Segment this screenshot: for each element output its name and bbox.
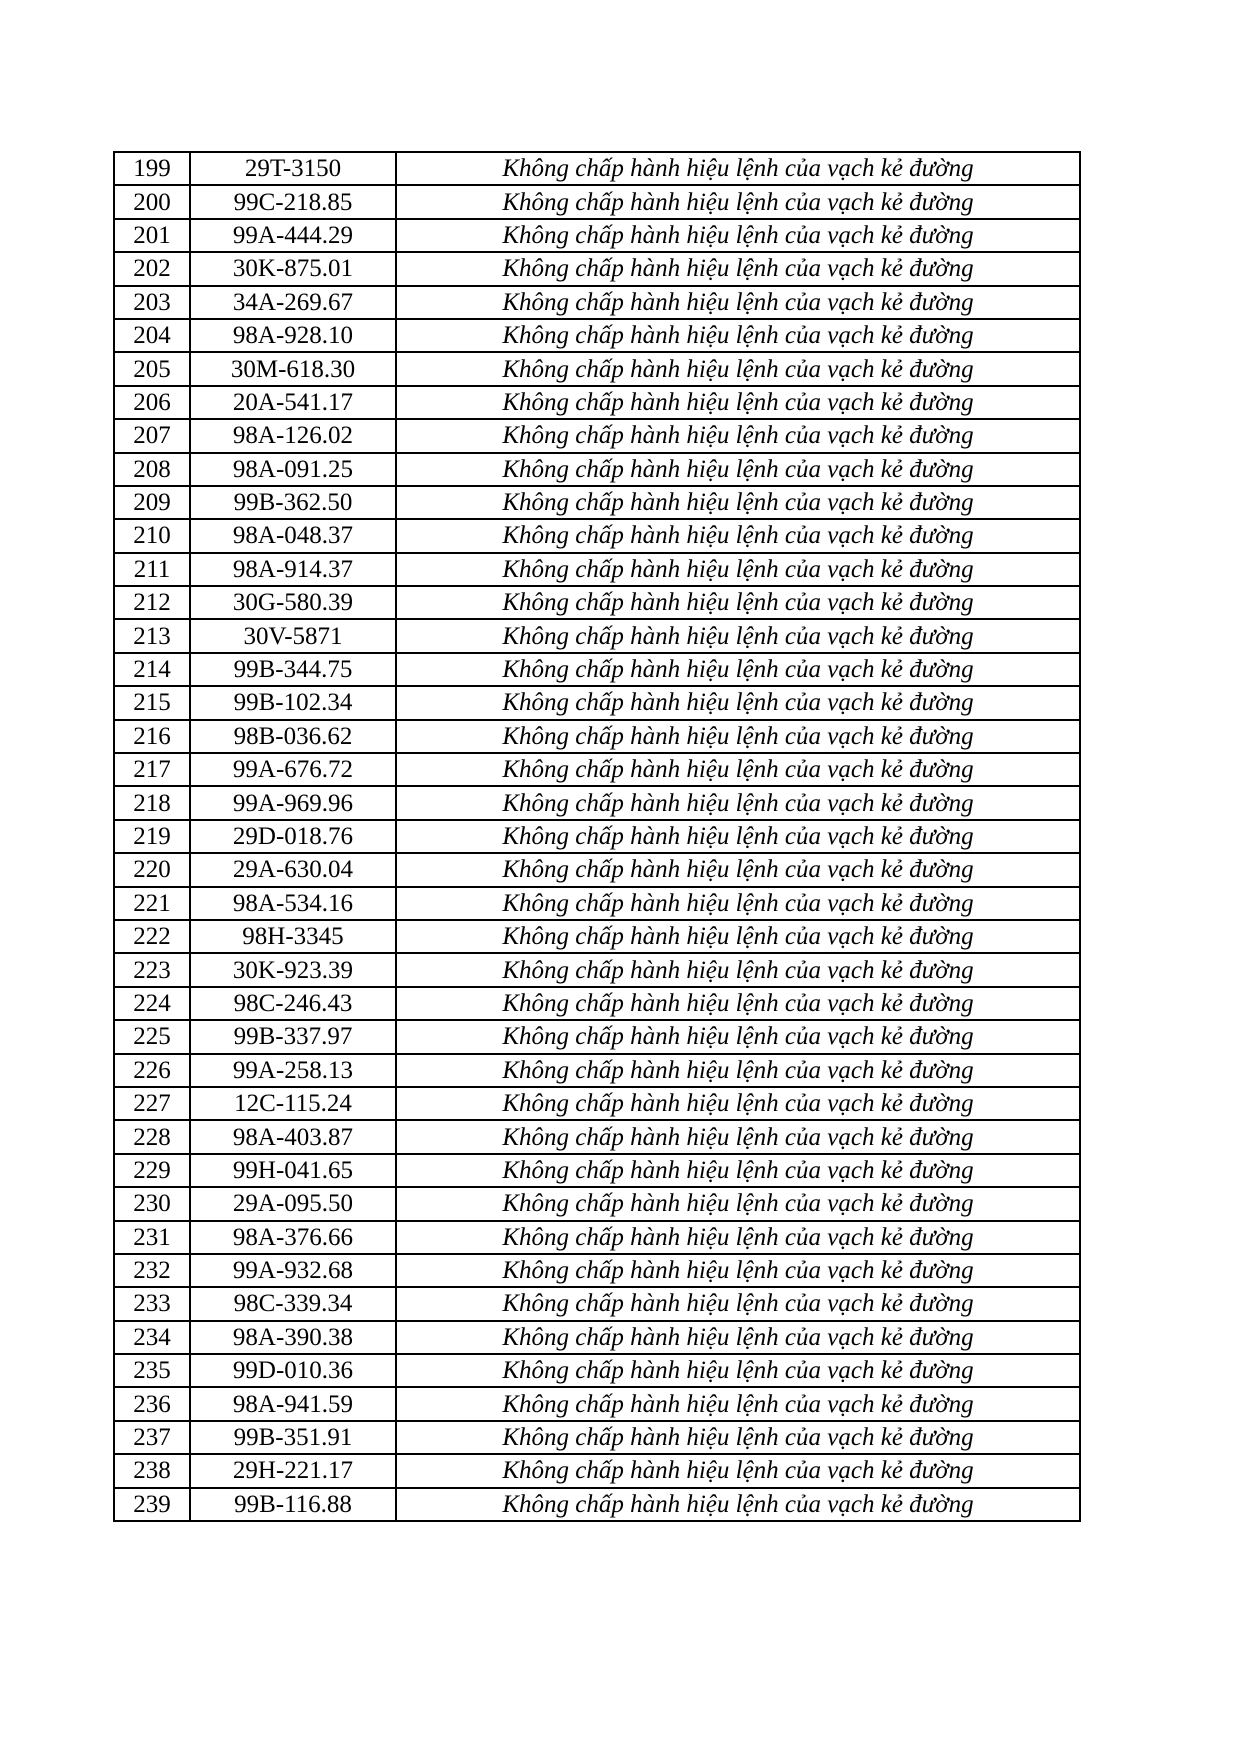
row-number-cell: 223 — [114, 953, 190, 986]
table-row — [114, 1287, 1080, 1320]
violation-cell: Không chấp hành hiệu lệnh của vạch kẻ đường — [396, 553, 1080, 586]
row-number-cell: 214 — [114, 653, 190, 686]
row-number-cell: 233 — [114, 1287, 190, 1320]
violation-cell: Không chấp hành hiệu lệnh của vạch kẻ đường — [396, 185, 1080, 218]
row-number-cell: 199 — [114, 152, 190, 185]
row-number-cell: 228 — [114, 1120, 190, 1153]
violation-cell: Không chấp hành hiệu lệnh của vạch kẻ đường — [396, 586, 1080, 619]
violation-cell: Không chấp hành hiệu lệnh của vạch kẻ đường — [396, 1120, 1080, 1153]
row-number-cell: 239 — [114, 1488, 190, 1521]
violation-cell: Không chấp hành hiệu lệnh của vạch kẻ đường — [396, 352, 1080, 385]
license-plate-cell: 98A-928.10 — [190, 319, 396, 352]
table-row — [114, 1488, 1080, 1521]
license-plate-cell: 98A-403.87 — [190, 1120, 396, 1153]
row-number-cell: 224 — [114, 987, 190, 1020]
row-number-cell: 218 — [114, 786, 190, 819]
row-number-cell: 238 — [114, 1454, 190, 1487]
violation-cell: Không chấp hành hiệu lệnh của vạch kẻ đường — [396, 519, 1080, 552]
license-plate-cell: 98A-914.37 — [190, 553, 396, 586]
violation-cell: Không chấp hành hiệu lệnh của vạch kẻ đường — [396, 920, 1080, 953]
table-row — [114, 920, 1080, 953]
row-number-cell: 237 — [114, 1421, 190, 1454]
violation-cell: Không chấp hành hiệu lệnh của vạch kẻ đường — [396, 1254, 1080, 1287]
license-plate-cell: 99A-969.96 — [190, 786, 396, 819]
table-row — [114, 1221, 1080, 1254]
violation-cell: Không chấp hành hiệu lệnh của vạch kẻ đường — [396, 1387, 1080, 1420]
violation-cell: Không chấp hành hiệu lệnh của vạch kẻ đường — [396, 887, 1080, 920]
violation-cell: Không chấp hành hiệu lệnh của vạch kẻ đường — [396, 1287, 1080, 1320]
row-number-cell: 227 — [114, 1087, 190, 1120]
table-row — [114, 1054, 1080, 1087]
license-plate-cell: 98A-534.16 — [190, 887, 396, 920]
violation-cell: Không chấp hành hiệu lệnh của vạch kẻ đường — [396, 1054, 1080, 1087]
row-number-cell: 200 — [114, 185, 190, 218]
table-row — [114, 753, 1080, 786]
row-number-cell: 205 — [114, 352, 190, 385]
row-number-cell: 202 — [114, 252, 190, 285]
license-plate-cell: 99A-258.13 — [190, 1054, 396, 1087]
violation-cell: Không chấp hành hiệu lệnh của vạch kẻ đường — [396, 820, 1080, 853]
row-number-cell: 210 — [114, 519, 190, 552]
violation-cell: Không chấp hành hiệu lệnh của vạch kẻ đường — [396, 1087, 1080, 1120]
violation-cell: Không chấp hành hiệu lệnh của vạch kẻ đường — [396, 453, 1080, 486]
license-plate-cell: 98A-376.66 — [190, 1221, 396, 1254]
row-number-cell: 201 — [114, 219, 190, 252]
license-plate-cell: 29H-221.17 — [190, 1454, 396, 1487]
table-row — [114, 152, 1080, 185]
row-number-cell: 209 — [114, 486, 190, 519]
license-plate-cell: 99B-351.91 — [190, 1421, 396, 1454]
violations-table-body — [114, 152, 1080, 1521]
violation-cell: Không chấp hành hiệu lệnh của vạch kẻ đường — [396, 1221, 1080, 1254]
license-plate-cell: 99D-010.36 — [190, 1354, 396, 1387]
row-number-cell: 221 — [114, 887, 190, 920]
violation-cell: Không chấp hành hiệu lệnh của vạch kẻ đường — [396, 1020, 1080, 1053]
row-number-cell: 229 — [114, 1154, 190, 1187]
table-row — [114, 185, 1080, 218]
row-number-cell: 231 — [114, 1221, 190, 1254]
row-number-cell: 208 — [114, 453, 190, 486]
table-row — [114, 586, 1080, 619]
table-row — [114, 286, 1080, 319]
table-row — [114, 1187, 1080, 1220]
license-plate-cell: 12C-115.24 — [190, 1087, 396, 1120]
violation-cell: Không chấp hành hiệu lệnh của vạch kẻ đường — [396, 987, 1080, 1020]
license-plate-cell: 99B-102.34 — [190, 686, 396, 719]
table-row — [114, 720, 1080, 753]
row-number-cell: 220 — [114, 853, 190, 886]
table-row — [114, 319, 1080, 352]
violation-cell: Không chấp hành hiệu lệnh của vạch kẻ đường — [396, 1421, 1080, 1454]
table-row — [114, 453, 1080, 486]
table-row — [114, 953, 1080, 986]
license-plate-cell: 98A-126.02 — [190, 419, 396, 452]
license-plate-cell: 98A-048.37 — [190, 519, 396, 552]
table-row — [114, 619, 1080, 652]
table-row — [114, 219, 1080, 252]
license-plate-cell: 98A-390.38 — [190, 1321, 396, 1354]
table-row — [114, 352, 1080, 385]
license-plate-cell: 29A-630.04 — [190, 853, 396, 886]
table-row — [114, 419, 1080, 452]
license-plate-cell: 98B-036.62 — [190, 720, 396, 753]
license-plate-cell: 99C-218.85 — [190, 185, 396, 218]
violation-cell: Không chấp hành hiệu lệnh của vạch kẻ đường — [396, 486, 1080, 519]
license-plate-cell: 30V-5871 — [190, 619, 396, 652]
table-row — [114, 486, 1080, 519]
violation-cell: Không chấp hành hiệu lệnh của vạch kẻ đường — [396, 1321, 1080, 1354]
license-plate-cell: 29T-3150 — [190, 152, 396, 185]
license-plate-cell: 99B-362.50 — [190, 486, 396, 519]
license-plate-cell: 99A-932.68 — [190, 1254, 396, 1287]
violation-cell: Không chấp hành hiệu lệnh của vạch kẻ đường — [396, 786, 1080, 819]
table-row — [114, 786, 1080, 819]
table-row — [114, 553, 1080, 586]
table-row — [114, 1120, 1080, 1153]
license-plate-cell: 30G-580.39 — [190, 586, 396, 619]
table-row — [114, 987, 1080, 1020]
row-number-cell: 235 — [114, 1354, 190, 1387]
row-number-cell: 203 — [114, 286, 190, 319]
table-row — [114, 820, 1080, 853]
violation-cell: Không chấp hành hiệu lệnh của vạch kẻ đường — [396, 252, 1080, 285]
table-row — [114, 1354, 1080, 1387]
violation-cell: Không chấp hành hiệu lệnh của vạch kẻ đường — [396, 1154, 1080, 1187]
violation-cell: Không chấp hành hiệu lệnh của vạch kẻ đường — [396, 619, 1080, 652]
violation-cell: Không chấp hành hiệu lệnh của vạch kẻ đường — [396, 219, 1080, 252]
violation-cell: Không chấp hành hiệu lệnh của vạch kẻ đường — [396, 1454, 1080, 1487]
violation-cell: Không chấp hành hiệu lệnh của vạch kẻ đường — [396, 686, 1080, 719]
row-number-cell: 219 — [114, 820, 190, 853]
license-plate-cell: 29D-018.76 — [190, 820, 396, 853]
violation-cell: Không chấp hành hiệu lệnh của vạch kẻ đường — [396, 753, 1080, 786]
violation-cell: Không chấp hành hiệu lệnh của vạch kẻ đường — [396, 286, 1080, 319]
violation-cell: Không chấp hành hiệu lệnh của vạch kẻ đường — [396, 1187, 1080, 1220]
table-row — [114, 1154, 1080, 1187]
license-plate-cell: 30M-618.30 — [190, 352, 396, 385]
license-plate-cell: 98H-3345 — [190, 920, 396, 953]
table-row — [114, 386, 1080, 419]
violation-cell: Không chấp hành hiệu lệnh của vạch kẻ đường — [396, 419, 1080, 452]
row-number-cell: 226 — [114, 1054, 190, 1087]
license-plate-cell: 98A-091.25 — [190, 453, 396, 486]
violation-cell: Không chấp hành hiệu lệnh của vạch kẻ đường — [396, 720, 1080, 753]
license-plate-cell: 99B-116.88 — [190, 1488, 396, 1521]
violation-cell: Không chấp hành hiệu lệnh của vạch kẻ đường — [396, 1488, 1080, 1521]
table-row — [114, 252, 1080, 285]
row-number-cell: 225 — [114, 1020, 190, 1053]
violation-cell: Không chấp hành hiệu lệnh của vạch kẻ đường — [396, 653, 1080, 686]
table-row — [114, 1087, 1080, 1120]
license-plate-cell: 99B-344.75 — [190, 653, 396, 686]
license-plate-cell: 99H-041.65 — [190, 1154, 396, 1187]
row-number-cell: 213 — [114, 619, 190, 652]
license-plate-cell: 98C-246.43 — [190, 987, 396, 1020]
row-number-cell: 216 — [114, 720, 190, 753]
table-row — [114, 1387, 1080, 1420]
row-number-cell: 206 — [114, 386, 190, 419]
license-plate-cell: 99A-676.72 — [190, 753, 396, 786]
row-number-cell: 212 — [114, 586, 190, 619]
row-number-cell: 230 — [114, 1187, 190, 1220]
license-plate-cell: 99B-337.97 — [190, 1020, 396, 1053]
license-plate-cell: 30K-923.39 — [190, 953, 396, 986]
license-plate-cell: 99A-444.29 — [190, 219, 396, 252]
license-plate-cell: 20A-541.17 — [190, 386, 396, 419]
row-number-cell: 207 — [114, 419, 190, 452]
row-number-cell: 211 — [114, 553, 190, 586]
table-row — [114, 653, 1080, 686]
violation-cell: Không chấp hành hiệu lệnh của vạch kẻ đường — [396, 386, 1080, 419]
table-row — [114, 1421, 1080, 1454]
row-number-cell: 204 — [114, 319, 190, 352]
table-row — [114, 1454, 1080, 1487]
violation-cell: Không chấp hành hiệu lệnh của vạch kẻ đường — [396, 853, 1080, 886]
violation-cell: Không chấp hành hiệu lệnh của vạch kẻ đường — [396, 953, 1080, 986]
table-row — [114, 887, 1080, 920]
table-row — [114, 1020, 1080, 1053]
violation-cell: Không chấp hành hiệu lệnh của vạch kẻ đường — [396, 1354, 1080, 1387]
row-number-cell: 234 — [114, 1321, 190, 1354]
license-plate-cell: 98C-339.34 — [190, 1287, 396, 1320]
row-number-cell: 222 — [114, 920, 190, 953]
row-number-cell: 232 — [114, 1254, 190, 1287]
license-plate-cell: 29A-095.50 — [190, 1187, 396, 1220]
license-plate-cell: 98A-941.59 — [190, 1387, 396, 1420]
row-number-cell: 217 — [114, 753, 190, 786]
table-row — [114, 1321, 1080, 1354]
table-row — [114, 1254, 1080, 1287]
license-plate-cell: 30K-875.01 — [190, 252, 396, 285]
license-plate-cell: 34A-269.67 — [190, 286, 396, 319]
table-row — [114, 519, 1080, 552]
row-number-cell: 236 — [114, 1387, 190, 1420]
table-row — [114, 686, 1080, 719]
violation-cell: Không chấp hành hiệu lệnh của vạch kẻ đường — [396, 319, 1080, 352]
row-number-cell: 215 — [114, 686, 190, 719]
violations-table — [113, 151, 1081, 1522]
table-row — [114, 853, 1080, 886]
violation-cell: Không chấp hành hiệu lệnh của vạch kẻ đường — [396, 152, 1080, 185]
